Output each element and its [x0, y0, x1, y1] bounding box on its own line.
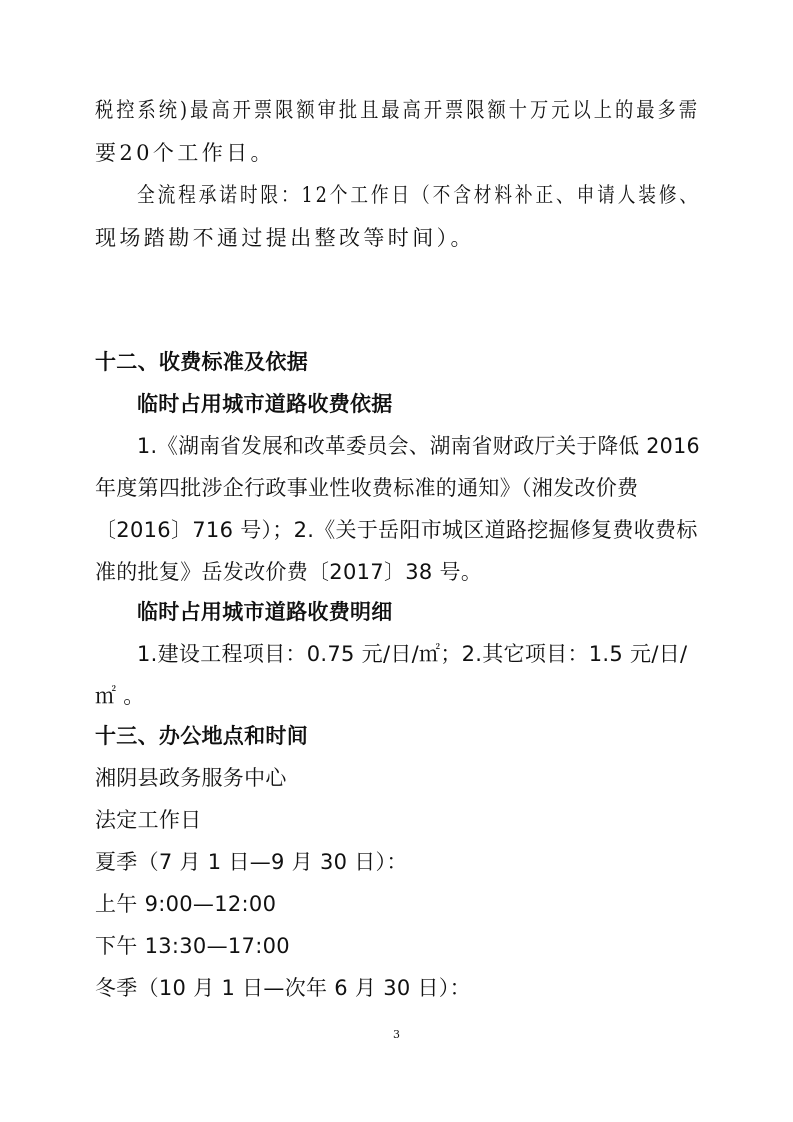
summer-afternoon-hours: 下午 13:30—17:00	[95, 934, 290, 958]
fee-basis-line-4: 准的批复》岳发改价费〔2017〕38 号。	[95, 560, 483, 584]
fee-detail-heading: 临时占用城市道路收费明细	[137, 600, 393, 624]
workday-label: 法定工作日	[95, 808, 202, 832]
fee-basis-line-1: 1.《湖南省发展和改革委员会、湖南省财政厅关于降低 2016	[137, 434, 701, 458]
fee-detail-line-1: 1.建设工程项目：0.75 元/日/㎡；2.其它项目：1.5 元/日/	[137, 642, 688, 666]
fee-basis-line-2: 年度第四批涉企行政事业性收费标准的通知》（湘发改价费	[95, 476, 639, 500]
section-12-heading: 十二、收费标准及依据	[95, 350, 308, 374]
fee-detail-line-2: ㎡ 。	[95, 684, 145, 708]
promise-line-1: 全流程承诺时限：12个工作日（不含材料补正、申请人装修、	[137, 183, 700, 207]
fee-basis-line-3: 〔2016〕716 号）；2.《关于岳阳市城区道路挖掘修复费收费标	[95, 518, 698, 542]
intro-line-1: 税控系统)最高开票限额审批且最高开票限额十万元以上的最多需	[95, 98, 701, 122]
fee-basis-heading: 临时占用城市道路收费依据	[137, 392, 393, 416]
intro-line-2: 要20个工作日。	[95, 141, 275, 165]
office-location: 湘阴县政务服务中心	[95, 766, 287, 790]
summer-morning-hours: 上午 9:00—12:00	[95, 892, 277, 916]
section-13-heading: 十三、办公地点和时间	[95, 724, 308, 748]
page-number: 3	[393, 1028, 400, 1041]
winter-schedule: 冬季（10 月 1 日—次年 6 月 30 日）：	[95, 976, 471, 1000]
promise-line-2: 现场踏勘不通过提出整改等时间）。	[95, 226, 475, 250]
summer-schedule: 夏季（7 月 1 日—9 月 30 日）：	[95, 850, 408, 874]
